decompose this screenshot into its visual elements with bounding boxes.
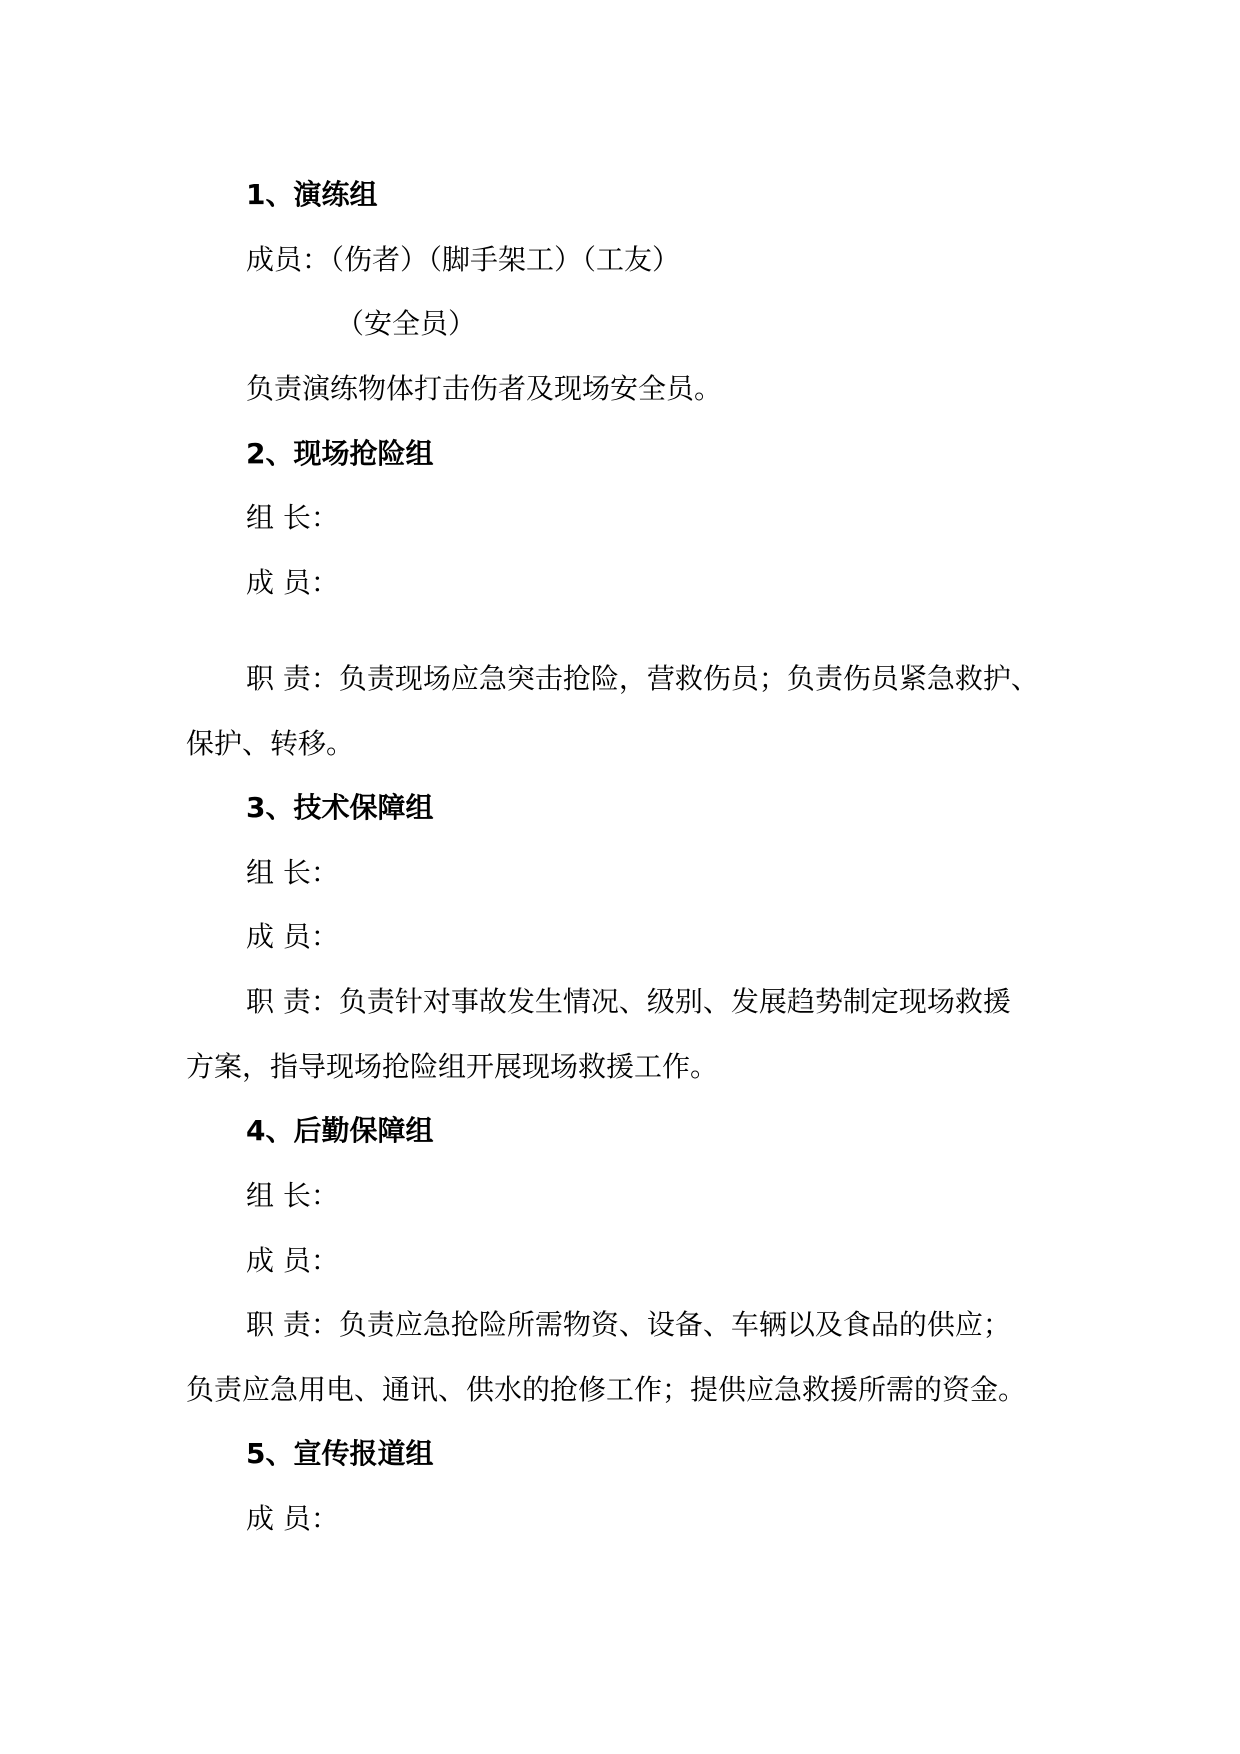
section-3-duty-line2: 方案，指导现场抢险组开展现场救援工作。	[186, 1050, 719, 1083]
section-1-heading: 1、演练组	[246, 178, 378, 211]
section-4-leader: 组 长：	[246, 1179, 339, 1212]
section-4-duty-line1: 职 责：负责应急抢险所需物资、设备、车辆以及食品的供应；	[246, 1308, 1011, 1341]
section-3-heading: 3、技术保障组	[246, 791, 434, 824]
section-1-duty: 负责演练物体打击伤者及现场安全员。	[246, 372, 723, 405]
section-3-leader: 组 长：	[246, 856, 339, 889]
section-5-members: 成 员：	[246, 1502, 339, 1535]
section-2-duty-line1: 职 责：负责现场应急突击抢险，营救伤员；负责伤员紧急救护、	[246, 662, 1039, 695]
section-2-duty-line2: 保护、转移。	[186, 727, 355, 760]
section-3-members: 成 员：	[246, 920, 339, 953]
section-3-duty-line1: 职 责：负责针对事故发生情况、级别、发展趋势制定现场救援	[246, 985, 1011, 1018]
section-4-heading: 4、后勤保障组	[246, 1114, 434, 1147]
section-4-duty-line2: 负责应急用电、通讯、供水的抢修工作；提供应急救援所需的资金。	[186, 1373, 1027, 1406]
section-2-members: 成 员：	[246, 566, 339, 599]
section-2-heading: 2、现场抢险组	[246, 437, 434, 470]
section-5-heading: 5、宣传报道组	[246, 1437, 434, 1470]
section-1-members: 成员：（伤者）（脚手架工）（工友）	[246, 243, 681, 276]
section-4-members: 成 员：	[246, 1244, 339, 1277]
section-1-members-continued: （安全员）	[336, 307, 477, 340]
section-2-leader: 组 长：	[246, 501, 339, 534]
